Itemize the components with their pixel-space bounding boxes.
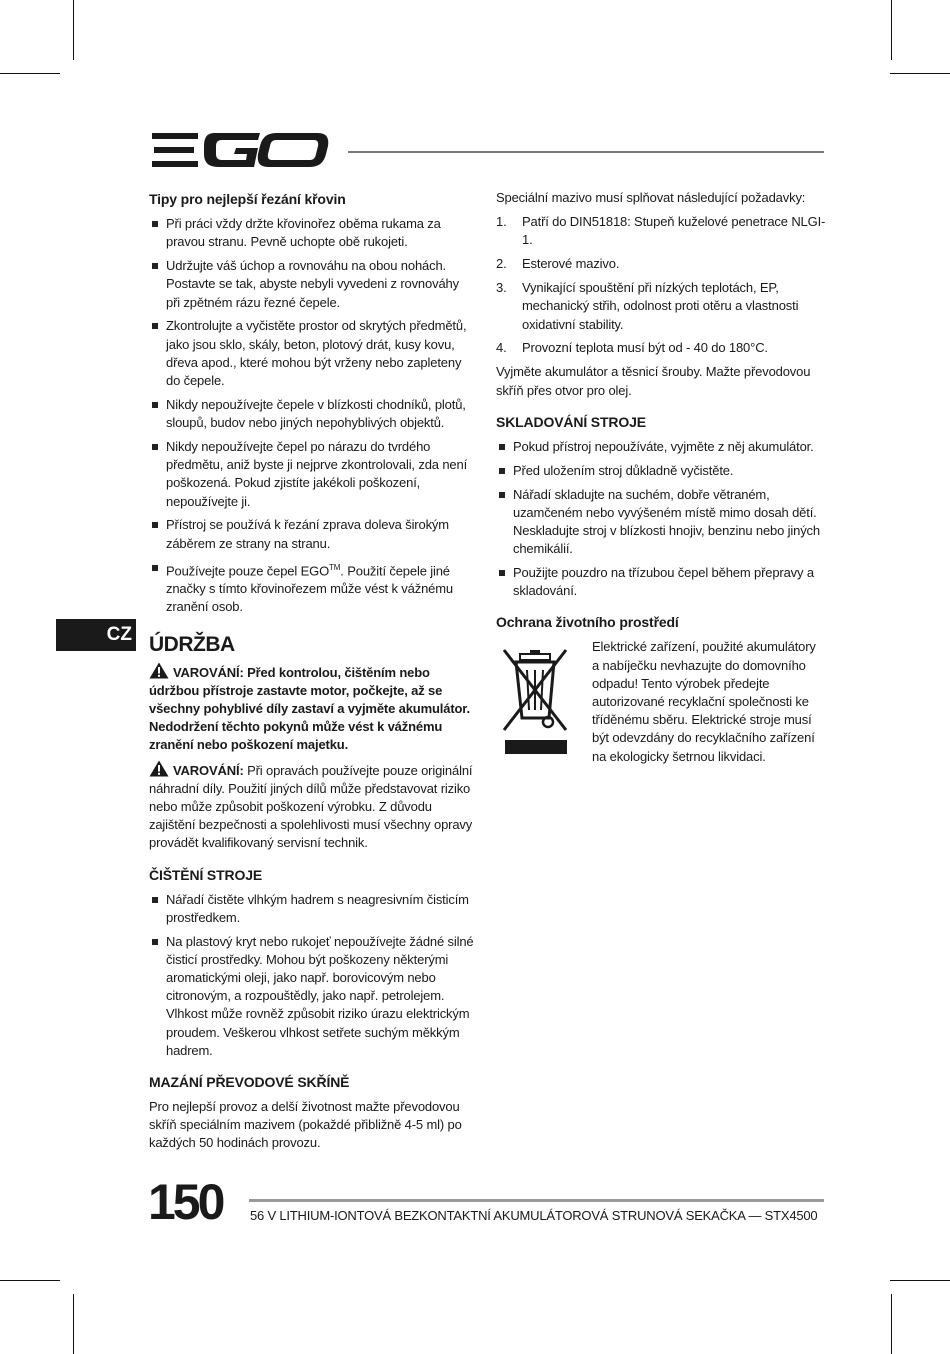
- list-item: Před uložením stroj důkladně vyčistěte.: [496, 462, 826, 480]
- crop-mark: [73, 1294, 74, 1354]
- crossed-bin-icon: [500, 642, 574, 756]
- bullet-square-icon: [152, 263, 158, 269]
- bullet-square-icon: [499, 468, 505, 474]
- list-item: Nářadí čistěte vlhkým hadrem s neagresivním čisticím prostředkem.: [149, 891, 475, 927]
- list-item: 2. Esterové mazivo.: [496, 256, 620, 272]
- list-item: Používejte pouze čepel EGO™. Použití čepele jiné značky s tímto křovinořezem může vést k vážnému zranění osob.: [149, 559, 475, 617]
- bullet-square-icon: [152, 565, 158, 571]
- environment-section: [496, 638, 826, 765]
- environment-heading: Ochrana životního prostředí: [496, 614, 679, 631]
- list-item: Nikdy nepoužívejte čepel po nárazu do tvrdého předmětu, aniž byste ji nejprve zkontrolovali, zda není poškozená. Pokud zjistíte jakékoli poškození, nepoužívejte ji.: [149, 438, 475, 511]
- tips-heading: Tipy pro nejlepší řezání křovin: [149, 191, 346, 207]
- header-rule: [348, 151, 824, 153]
- environment-text: Elektrické zařízení, použité akumulátory a nabíječku nevhazujte do domovního odpadu! Tento výrobek předejte autorizované recyklační společnosti ke tříděnému sběru. Elektrické stroje musí být odevzdány do recyklačního zařízení na ekologicky šetrnou likvidaci.: [592, 639, 816, 764]
- bullet-square-icon: [152, 897, 158, 903]
- list-item: Přístroj se používá k řezání zprava doleva širokým záběrem ze strany na stranu.: [149, 516, 475, 552]
- ego-logo: [150, 130, 332, 170]
- bullet-square-icon: [152, 402, 158, 408]
- list-item: 4. Provozní teplota musí být od - 40 do 180°C.: [496, 340, 768, 356]
- lubricant-intro: Speciální mazivo musí splňovat následující požadavky:: [496, 190, 806, 205]
- list-item: Nikdy nepoužívejte čepele v blízkosti chodníků, plotů, sloupů, budov nebo jiných nepohyblivých objektů.: [149, 396, 475, 432]
- crop-mark: [890, 1280, 950, 1281]
- gearbox-text: Pro nejlepší provoz a delší životnost mažte převodovou skříň speciálním mazivem (pokaždé přibližně 4-5 ml) po každých 50 hodinách provozu.: [149, 1099, 462, 1151]
- warning-paragraph: VAROVÁNÍ: Při opravách používejte pouze originální náhradní díly. Použití jiných dílů může představovat riziko nebo může způsobit poškození výrobku. Z důvodu zajištění bezpečnosti a spolehlivosti musí všechny opravy provádět kvalifikovaný servisní technik.: [149, 760, 475, 853]
- footer-rule: [249, 1199, 824, 1202]
- gearbox-heading: MAZÁNÍ PŘEVODOVÉ SKŘÍNĚ: [149, 1074, 350, 1091]
- maintenance-title: ÚDRŽBA: [149, 632, 235, 656]
- remove-text: Vyjměte akumulátor a těsnicí šrouby. Mažte převodovou skříň přes otvor pro olej.: [496, 364, 811, 398]
- bullet-square-icon: [152, 522, 158, 528]
- list-item: 1. Patří do DIN51818: Stupeň kuželové penetrace NLGI-1.: [496, 214, 826, 248]
- crop-mark: [0, 73, 60, 74]
- storage-list: [496, 438, 826, 601]
- footer-title: 56 V LITHIUM-IONTOVÁ BEZKONTAKTNÍ AKUMULÁTOROVÁ STRUNOVÁ SEKAČKA — STX4500: [250, 1208, 818, 1223]
- list-item: Zkontrolujte a vyčistěte prostor od skrytých předmětů, jako jsou sklo, skály, beton, plotový drát, kusy kovu, dřeva apod., které mohou být vrženy nebo zapleteny do čepele.: [149, 317, 475, 390]
- language-tab: CZ: [56, 619, 136, 651]
- list-item: Nářadí skladujte na suchém, dobře větraném, uzamčeném nebo vyvýšeném místě mimo dosah dětí. Neskladujte stroj v blízkosti hnojiv, benzinu nebo jiných chemikálií.: [496, 486, 826, 559]
- crop-mark: [890, 73, 950, 74]
- list-item: 3. Vynikající spouštění při nízkých teplotách, EP, mechanický střih, odolnost proti otěru a vlastnosti oxidativní stability.: [496, 280, 799, 332]
- list-item: Pokud přístroj nepoužíváte, vyjměte z něj akumulátor.: [496, 438, 826, 456]
- lubricant-requirements: [496, 213, 826, 357]
- page-number: 150: [148, 1174, 223, 1230]
- crop-mark: [891, 1294, 892, 1354]
- bullet-square-icon: [499, 444, 505, 450]
- bullet-square-icon: [152, 939, 158, 945]
- list-item: Použijte pouzdro na třízubou čepel během přepravy a skladování.: [496, 564, 826, 600]
- warning-triangle-icon: [149, 662, 169, 679]
- bullet-square-icon: [152, 323, 158, 329]
- bullet-square-icon: [499, 492, 505, 498]
- left-column: [149, 189, 475, 1159]
- list-item: Udržujte váš úchop a rovnováhu na obou nohách. Postavte se tak, abyste nebyli vyvedeni z rovnováhy při zpětném rázu řezné čepele.: [149, 257, 475, 312]
- crop-mark: [891, 0, 892, 60]
- storage-heading: SKLADOVÁNÍ STROJE: [496, 413, 646, 430]
- bullet-square-icon: [152, 444, 158, 450]
- cleaning-list: [149, 891, 475, 1061]
- crop-mark: [0, 1280, 60, 1281]
- tips-list: [149, 215, 475, 617]
- list-item: Při práci vždy držte křovinořez oběma rukama za pravou stranu. Pevně uchopte obě rukojeti.: [149, 215, 475, 251]
- bullet-square-icon: [152, 221, 158, 227]
- cleaning-heading: ČIŠTĚNÍ STROJE: [149, 866, 263, 883]
- bullet-square-icon: [499, 570, 505, 576]
- right-column: [496, 189, 826, 766]
- warning-triangle-icon: [149, 760, 169, 777]
- crop-mark: [73, 0, 74, 60]
- warning-paragraph: VAROVÁNÍ: Před kontrolou, čištěním nebo údržbou přístroje zastavte motor, počkejte, až se všechny pohyblivé díly zastaví a vyjměte akumulátor. Nedodržení těchto pokynů může vést k vážnému zranění nebo poškození majetku.: [149, 662, 475, 755]
- list-item: Na plastový kryt nebo rukojeť nepoužívejte žádné silné čisticí prostředky. Mohou být poškozeny některými aromatickými oleji, jako např. borovicovým nebo citronovým, a rozpouštědly, jako např. petrolejem. Vlhkost může rovněž způsobit riziko úrazu elektrickým proudem. Veškerou vlhkost setřete suchým měkkým hadrem.: [149, 933, 475, 1060]
